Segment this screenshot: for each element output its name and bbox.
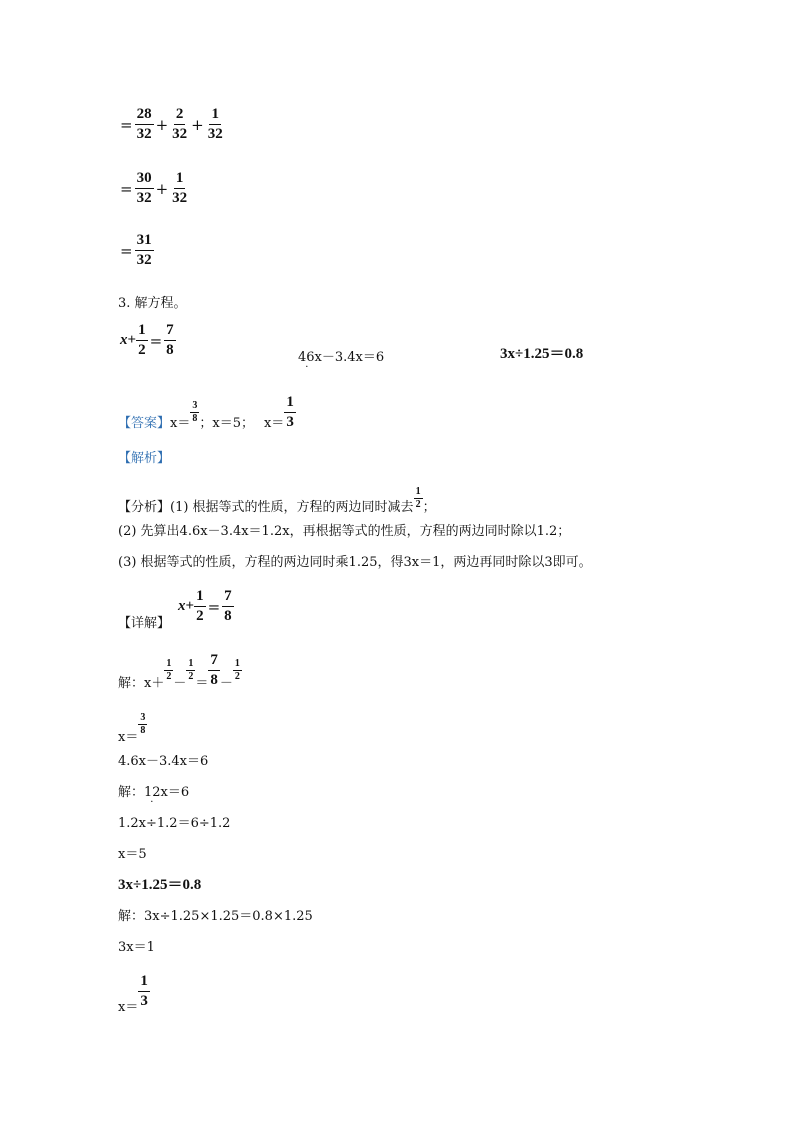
detail-line: 3x＝1: [118, 940, 155, 955]
step-3: [118, 233, 154, 268]
equals-sign: =: [120, 115, 133, 134]
detail-line: 解：3x÷1.25×1.25＝0.8×1.25: [118, 909, 313, 924]
detail-equation-1: x + $\frac{1}{2}$ = $\frac{7}{8}$: [178, 588, 232, 624]
result-1-line: x＝ $\frac{3}{8}$: [118, 712, 146, 745]
fraction: $\frac{7}{8}$: [166, 322, 174, 358]
fraction: $\frac{3}{8}$: [140, 712, 146, 736]
fraction: $\frac{1}{32}$: [207, 106, 223, 142]
fraction: $\frac{1}{2}$: [234, 658, 240, 682]
fraction: $\frac{7}{8}$: [224, 588, 232, 624]
fraction: $\frac{7}{8}$: [210, 652, 218, 688]
detail-label: 【详解】: [118, 616, 171, 631]
detail-line: x＝5: [118, 847, 147, 862]
step-1: [118, 107, 225, 142]
detail-line: 4.6x－3.4x＝6: [118, 754, 209, 769]
analysis-paragraph-1: 【分析】(1) 根据等式的性质，方程的两边同时减去 $\frac{1}{2}$ ；: [118, 486, 436, 515]
detail-line: 解：1 · 2x＝6: [118, 785, 190, 808]
analysis-paragraph-3: (3) 根据等式的性质，方程的两边同时乘1.25，得3x＝1，两边再同时除以3即可。: [118, 555, 592, 570]
question-equation-3: 3x÷1.25＝0.8: [500, 346, 584, 362]
fraction: $\frac{1}{2}$: [188, 658, 194, 682]
fraction: $\frac{1}{2}$: [196, 588, 204, 624]
step-2: [118, 171, 189, 206]
plus-sign: +: [191, 115, 204, 134]
equals-sign: =: [120, 241, 133, 260]
plus-sign: +: [155, 115, 169, 134]
plus-sign: +: [155, 179, 169, 198]
fraction: $\frac{1}{3}$: [140, 973, 148, 1009]
fraction: $\frac{1}{3}$: [286, 394, 294, 430]
detail-line: 1.2x÷1.2＝6÷1.2: [118, 816, 231, 831]
fraction: $\frac{3}{8}$: [192, 400, 198, 424]
question-equation-1: x + $\frac{1}{2}$ = $\frac{7}{8}$: [120, 322, 174, 358]
answer-line: 【答案】 x＝ $\frac{3}{8}$ ；x＝5； x＝ $\frac{1}{3}$: [118, 394, 294, 431]
fraction: $\frac{28}{32}$: [136, 106, 152, 142]
fraction: $\frac{1}{2}$: [166, 658, 172, 682]
decimal-dot: ·: [305, 362, 309, 373]
analysis-paragraph-2: (2) 先算出4.6x－3.4x＝1.2x，再根据等式的性质，方程的两边同时除以1.2；: [118, 524, 571, 539]
detail-line: 3x÷1.25＝0.8: [118, 877, 202, 893]
question-heading: 3. 解方程。: [118, 296, 187, 311]
result-3-line: x＝ $\frac{1}{3}$: [118, 973, 148, 1015]
fraction: $\frac{1}{2}$: [138, 322, 146, 358]
fraction: $\frac{2}{32}$: [172, 106, 188, 142]
question-equation-2: 4 · 6x－3.4x＝6: [298, 350, 385, 373]
fraction: $\frac{1}{32}$: [172, 170, 188, 206]
answer-label: 【答案】: [118, 416, 171, 431]
decimal-dot: ·: [150, 797, 154, 808]
analysis-label: 【解析】: [118, 451, 171, 466]
solution-1-line: 解：x＋ $\frac{1}{2}$ － $\frac{1}{2}$ ＝ $\frac{7}{8}$ － $\frac{1}{2}$: [118, 652, 240, 691]
fraction: $\frac{30}{32}$: [136, 170, 152, 206]
equals-sign: =: [120, 179, 133, 198]
fraction: $\frac{31}{32}$: [136, 232, 152, 268]
fraction: $\frac{1}{2}$: [415, 486, 421, 510]
